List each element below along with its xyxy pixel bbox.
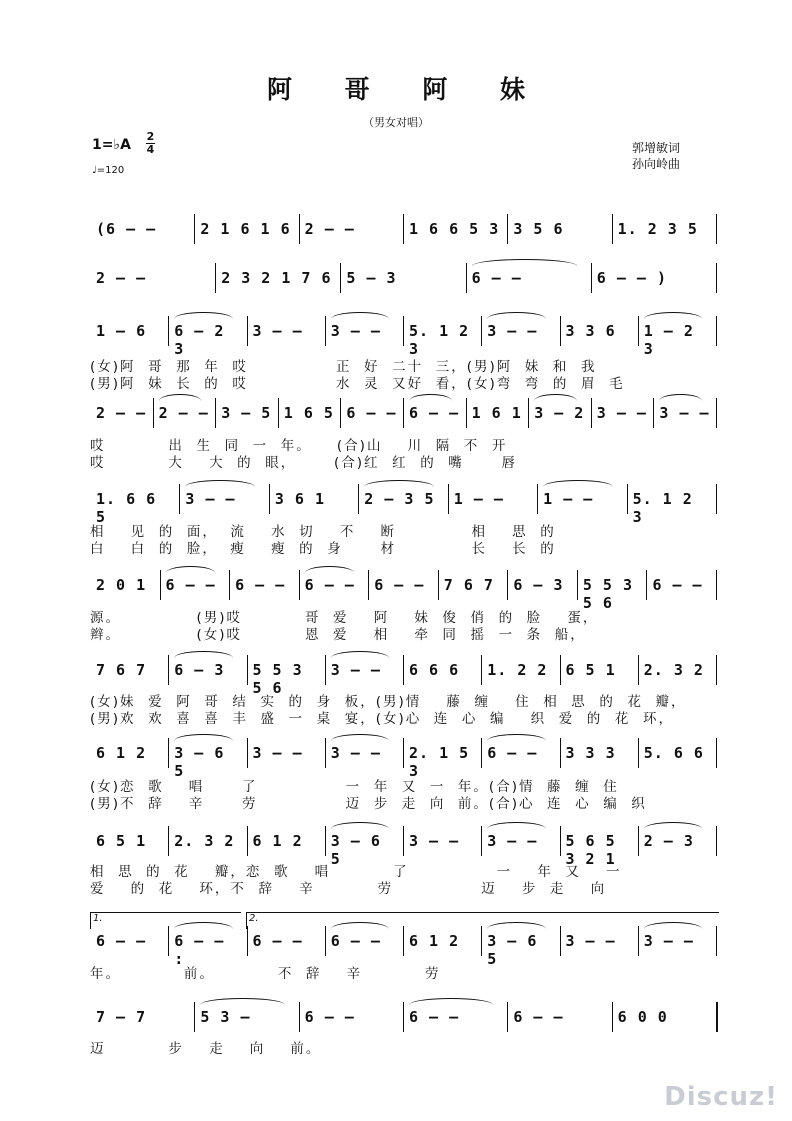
- measure: 2 1 6 1 6: [200, 220, 291, 238]
- bar-line: [653, 398, 654, 428]
- bar-line: [627, 484, 628, 514]
- bar-line: [481, 316, 482, 346]
- tie-arc: [409, 394, 452, 401]
- bar-line: [194, 214, 195, 244]
- measure: 3 – –: [487, 832, 555, 852]
- measure: 6 – 2 3: [174, 322, 242, 342]
- bar-line: [194, 1002, 195, 1032]
- bar-line: [560, 926, 561, 956]
- measure: 6 – –: [374, 576, 425, 594]
- bar-line: [247, 655, 248, 685]
- measure: 5 3 –: [200, 1008, 294, 1028]
- lyric-line: 迈 步 走 向 前。: [90, 1041, 322, 1057]
- score-row: [90, 398, 718, 428]
- measure: 5. 6 6: [643, 744, 704, 762]
- bar-line: [716, 1002, 718, 1032]
- bar-line: [403, 655, 404, 685]
- bar-line: [716, 570, 717, 600]
- bar-line: [507, 570, 508, 600]
- bar-line: [247, 738, 248, 768]
- measure: 2 0 1: [96, 576, 147, 594]
- measure: 5. 1 2 3: [632, 490, 693, 526]
- bar-line: [168, 316, 169, 346]
- tie-arc: [543, 480, 612, 487]
- bar-line: [403, 1002, 404, 1032]
- measure: 1 – 6: [96, 322, 147, 340]
- bar-line: [716, 655, 717, 685]
- measure: 6 – 3: [513, 576, 564, 594]
- lyric-line: 辫。 (女)哎 恩 爱 相 牵 同 摇 一 条 船，: [90, 627, 586, 643]
- measure: 2. 3 2: [643, 661, 704, 679]
- bar-line: [278, 398, 279, 428]
- measure: 5 – 3: [346, 269, 397, 287]
- lyric-line: 相 思 的 花 瓣，恋 歌 唱 了 一 年 又 一: [90, 864, 622, 880]
- bar-line: [528, 398, 529, 428]
- measure: 3 – –: [331, 322, 399, 342]
- measure: 7 6 7: [96, 661, 147, 679]
- measure: 3 – –: [644, 932, 712, 952]
- measure: 1 – 2 3: [644, 322, 712, 342]
- measure: 3 – 6 5: [174, 744, 242, 764]
- lyric-line: 源。 (男)哎 哥 爱 阿 妹 俊 俏 的 脸 蛋，: [90, 610, 599, 626]
- bar-line: [560, 655, 561, 685]
- tie-arc: [364, 480, 433, 487]
- measure: 6 0 0: [617, 1008, 668, 1026]
- volta-bracket: 2.: [246, 912, 719, 929]
- measure: 1. 6 6 5: [96, 490, 157, 526]
- bar-line: [299, 1002, 300, 1032]
- bar-line: [481, 826, 482, 856]
- measure: 5. 1 2 3: [409, 322, 470, 358]
- bar-line: [507, 214, 508, 244]
- measure: 6 1 2: [409, 932, 460, 950]
- measure: 2 – 3: [644, 832, 712, 852]
- bar-line: [716, 926, 717, 956]
- tie-arc: [487, 734, 545, 741]
- bar-line: [247, 926, 248, 956]
- bar-line: [638, 316, 639, 346]
- bar-line: [403, 926, 404, 956]
- score-row: [90, 826, 718, 868]
- measure: 6 – –: [305, 576, 365, 596]
- bar-line: [466, 398, 467, 428]
- measure: 3 – –: [185, 490, 264, 510]
- measure: 6 5 1: [565, 661, 616, 679]
- measure: 5 5 3 5 6: [582, 576, 634, 612]
- song-title: 阿 哥 阿 妹: [266, 75, 548, 104]
- bar-line: [638, 655, 639, 685]
- bar-line: [403, 738, 404, 768]
- bar-line: [325, 826, 326, 856]
- bar-line: [403, 316, 404, 346]
- bar-line: [215, 263, 216, 293]
- bar-line: [560, 316, 561, 346]
- bar-line: [325, 316, 326, 346]
- bar-line: [448, 484, 449, 514]
- lyric-line: 年。 前。 不 辞 辛 劳: [90, 966, 441, 982]
- bar-line: [612, 214, 613, 244]
- measure: 2 3 2 1 7 6: [221, 269, 332, 287]
- bar-line: [638, 926, 639, 956]
- bar-line: [638, 826, 639, 856]
- measure: 2 – –: [159, 404, 212, 424]
- bar-line: [716, 316, 717, 346]
- score-row: [90, 570, 718, 612]
- bar-line: [481, 926, 482, 956]
- bar-line: [247, 316, 248, 346]
- bar-line: [591, 398, 592, 428]
- measure: 3 – –: [409, 832, 460, 850]
- measure: 3 – –: [596, 404, 647, 422]
- measure: 6 1 2: [252, 832, 303, 850]
- lyric-line: (女)阿 哥 那 年 哎 正 好 二十 三，(男)阿 妹 和 我: [90, 359, 597, 375]
- bar-line: [153, 398, 154, 428]
- tie-arc: [174, 651, 232, 658]
- score-row: [90, 214, 718, 244]
- lyric-line: 白 白 的 脸， 瘦 瘦 的 身 材 长 长 的: [90, 541, 556, 557]
- bar-line: [577, 570, 578, 600]
- bar-line: [716, 484, 717, 514]
- bar-line: [168, 826, 169, 856]
- bar-line: [340, 263, 341, 293]
- score-row: [90, 738, 718, 780]
- measure: 6 – – ): [596, 269, 668, 287]
- measure: 6 – – :: [174, 932, 242, 952]
- bar-line: [247, 826, 248, 856]
- time-signature-top: 2: [146, 130, 155, 143]
- measure: 6 – –: [409, 404, 462, 424]
- tie-arc: [174, 312, 232, 319]
- bar-line: [716, 738, 717, 768]
- bar-line: [358, 484, 359, 514]
- measure: 6 – –: [472, 269, 587, 289]
- bar-line: [325, 738, 326, 768]
- lyric-line: (男)欢 欢 喜 喜 丰 盛 一 桌 宴，(女)心 连 心 编 织 爱 的 花 环，: [90, 711, 674, 727]
- measure: 3 – 6 5: [331, 832, 399, 852]
- score-row: [90, 926, 718, 968]
- watermark: Discuz!: [664, 1082, 778, 1112]
- score-row: [90, 316, 718, 358]
- measure: 2. 3 2: [174, 832, 235, 850]
- measure: 3 – 5: [221, 404, 272, 422]
- bar-line: [325, 655, 326, 685]
- bar-line: [560, 826, 561, 856]
- bar-line: [215, 398, 216, 428]
- measure: 3 – –: [331, 661, 399, 681]
- measure: 7 6 7: [443, 576, 494, 594]
- measure: 3 – –: [252, 744, 303, 762]
- measure: 5 5 3 5 6: [252, 661, 303, 697]
- lyric-line: 哎 出 生 同 一 年。 (合)山 川 隔 不 开: [90, 438, 508, 454]
- bar-line: [638, 738, 639, 768]
- tie-arc: [331, 822, 389, 829]
- bar-line: [716, 214, 717, 244]
- measure: 3 – –: [487, 322, 555, 342]
- measure: 1 6 5: [283, 404, 334, 422]
- measure: 3 – –: [659, 404, 712, 424]
- tie-arc: [331, 651, 389, 658]
- score-row: [90, 484, 718, 526]
- bar-line: [368, 570, 369, 600]
- bar-line: [340, 398, 341, 428]
- tie-arc: [331, 312, 389, 319]
- measure: 6 – –: [409, 1008, 503, 1028]
- volta-bracket: 1.: [90, 912, 241, 929]
- tie-arc: [166, 566, 216, 573]
- measure: 1 – –: [543, 490, 622, 510]
- measure: 6 – 3: [174, 661, 242, 681]
- lyric-line: 哎 大 大 的 眼， (合)红 红 的 嘴 唇: [90, 455, 518, 471]
- measure: 1 – –: [453, 490, 504, 508]
- bar-line: [466, 263, 467, 293]
- score-row: [90, 655, 718, 697]
- tie-arc: [185, 480, 254, 487]
- tie-arc: [200, 998, 284, 1005]
- measure: 1. 2 3 5: [617, 220, 698, 238]
- lyricist-credit: 郭增敏词: [632, 141, 681, 155]
- bar-line: [299, 570, 300, 600]
- lyric-line: (男)不 辞 辛 劳 迈 步 走 向 前。(合)心 连 心 编 织: [90, 796, 647, 812]
- measure: 6 – –: [346, 404, 397, 422]
- measure: 5 6 5 3 2 1: [565, 832, 616, 868]
- measure: 3 – –: [252, 322, 303, 340]
- measure: 3 5 6: [513, 220, 564, 238]
- bar-line: [269, 484, 270, 514]
- measure: (6 – –: [96, 220, 157, 238]
- measure: 2 – 3 5: [364, 490, 443, 510]
- bar-line: [507, 1002, 508, 1032]
- score-row: [90, 263, 718, 293]
- tie-arc: [305, 566, 355, 573]
- bar-line: [168, 655, 169, 685]
- measure: 6 1 2: [96, 744, 147, 762]
- tempo-marking: ♩=120: [92, 165, 125, 176]
- measure: 6 – –: [166, 576, 226, 596]
- key-signature: 1=♭A: [92, 137, 131, 153]
- measure: 3 – 2: [534, 404, 587, 424]
- measure: 6 – –: [487, 744, 555, 764]
- measure: 6 5 1: [96, 832, 147, 850]
- bar-line: [179, 484, 180, 514]
- lyric-line: 爱 的 花 环，不 辞 辛 劳 迈 步 走 向: [90, 881, 607, 897]
- tie-arc: [534, 394, 577, 401]
- bar-line: [537, 484, 538, 514]
- lyric-line: (女)恋 歌 唱 了 一 年 又 一 年。(合)情 藤 缠 住: [90, 779, 619, 795]
- tie-arc: [174, 734, 232, 741]
- measure: 1. 2 2: [487, 661, 548, 679]
- bar-line: [403, 826, 404, 856]
- bar-line: [716, 263, 717, 293]
- tie-arc: [159, 394, 202, 401]
- measure: 6 – –: [331, 932, 399, 952]
- bar-line: [560, 738, 561, 768]
- tie-arc: [644, 312, 702, 319]
- bar-line: [325, 926, 326, 956]
- measure: 6 – –: [304, 1008, 355, 1026]
- bar-line: [591, 263, 592, 293]
- measure: 6 6 6: [409, 661, 460, 679]
- bar-line: [716, 398, 717, 428]
- tie-arc: [487, 822, 545, 829]
- tie-arc: [659, 394, 702, 401]
- lyric-line: 相 见 的 面， 流 水 切 不 断 相 思 的: [90, 524, 556, 540]
- measure: 6 – –: [235, 576, 286, 594]
- tie-arc: [487, 312, 545, 319]
- tie-arc: [409, 998, 493, 1005]
- bar-line: [481, 655, 482, 685]
- tie-arc: [331, 734, 389, 741]
- measure: 6 – –: [96, 932, 147, 950]
- bar-line: [168, 926, 169, 956]
- composer-credit: 孙向岭曲: [632, 157, 681, 171]
- bar-line: [438, 570, 439, 600]
- measure: 3 – –: [331, 744, 399, 764]
- time-signature: [146, 131, 155, 156]
- bar-line: [646, 570, 647, 600]
- measure: 3 6 1: [274, 490, 325, 508]
- measure: 2. 1 5 3: [409, 744, 470, 780]
- bar-line: [481, 738, 482, 768]
- bar-line: [168, 738, 169, 768]
- measure: 2 – –: [96, 404, 147, 422]
- measure: 3 3 6: [565, 322, 616, 340]
- measure: 2 – –: [304, 220, 355, 238]
- measure: 6 – –: [652, 576, 703, 594]
- measure: 1 6 1: [471, 404, 522, 422]
- tie-arc: [472, 259, 577, 266]
- bar-line: [716, 826, 717, 856]
- bar-line: [612, 1002, 613, 1032]
- lyric-line: (男)阿 妹 长 的 哎 水 灵 又好 看，(女)弯 弯 的 眉 毛: [90, 376, 625, 392]
- measure: 7 – 7: [96, 1008, 147, 1026]
- measure: 2 – –: [96, 269, 147, 287]
- measure: 1 6 6 5 3: [409, 220, 500, 238]
- score-row: [90, 1002, 718, 1032]
- tie-arc: [644, 822, 702, 829]
- bar-line: [299, 214, 300, 244]
- bar-line: [403, 214, 404, 244]
- subtitle: （男女对唱）: [363, 116, 429, 129]
- measure: 3 3 3: [565, 744, 616, 762]
- measure: 3 – –: [565, 932, 616, 950]
- time-signature-bottom: 4: [146, 143, 155, 156]
- bar-line: [160, 570, 161, 600]
- bar-line: [229, 570, 230, 600]
- bar-line: [403, 398, 404, 428]
- lyric-line: (女)妹 爱 阿 哥 结 实 的 身 板，(男)情 藤 缠 住 相 思 的 花 瓣，: [90, 694, 687, 710]
- measure: 6 – –: [513, 1008, 564, 1026]
- measure: 6 – –: [252, 932, 303, 950]
- measure: 3 – 6 5: [487, 932, 555, 952]
